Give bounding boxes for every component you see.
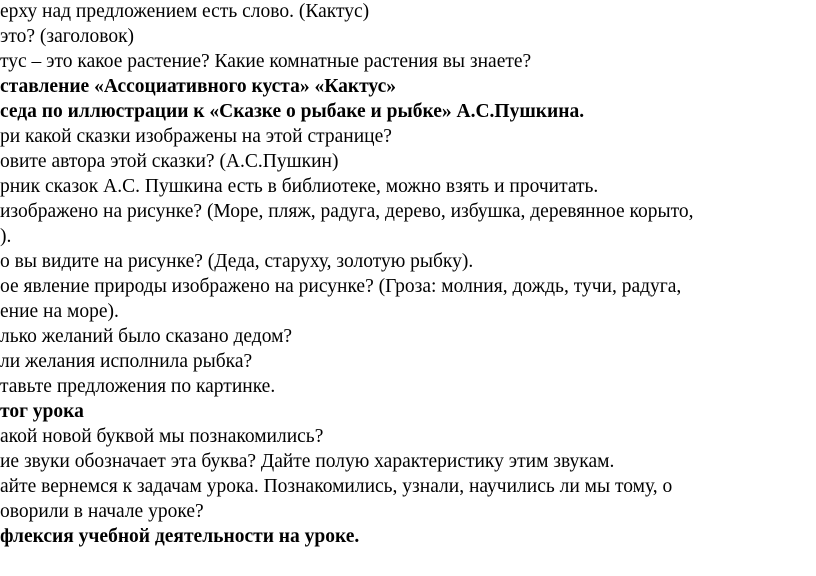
text-line: ерху над предложением есть слово. (Кактус)	[0, 1, 370, 22]
text-line: ие звуки обозначает эта буква? Дайте полую характеристику этим звукам.	[0, 451, 615, 472]
text-line: это? (заголовок)	[0, 26, 135, 47]
text-line: ение на море).	[0, 301, 119, 322]
text-line: о вы видите на рисунке? (Деда, старуху, золотую рыбку).	[0, 251, 474, 272]
text-line: рник сказок А.С. Пушкина есть в библиотеке, можно взять и прочитать.	[0, 176, 599, 197]
text-line: акой новой буквой мы познакомились?	[0, 426, 324, 447]
text-line: тавьте предложения по картинке.	[0, 376, 276, 397]
section-heading: флексия учебной деятельности на уроке.	[0, 526, 360, 547]
text-line: оворили в начале уроке?	[0, 501, 204, 522]
text-line: ри какой сказки изображены на этой странице?	[0, 126, 392, 147]
text-line: ли желания исполнила рыбка?	[0, 351, 253, 372]
text-line: изображено на рисунке? (Море, пляж, радуга, дерево, избушка, деревянное корыто,	[0, 201, 694, 222]
section-heading: тог урока	[0, 401, 84, 422]
text-line: ).	[0, 226, 12, 247]
text-line: айте вернемся к задачам урока. Познакомились, узнали, научились ли мы тому, о	[0, 476, 673, 497]
section-heading: седа по иллюстрации к «Сказке о рыбаке и рыбке» А.С.Пушкина.	[0, 101, 585, 122]
text-line: овите автора этой сказки? (А.С.Пушкин)	[0, 151, 339, 172]
text-line: лько желаний было сказано дедом?	[0, 326, 293, 347]
section-heading: ставление «Ассоциативного куста» «Кактус»	[0, 76, 396, 97]
text-line: ое явление природы изображено на рисунке? (Гроза: молния, дождь, тучи, радуга,	[0, 276, 682, 297]
text-line: тус – это какое растение? Какие комнатные растения вы знаете?	[0, 51, 532, 72]
